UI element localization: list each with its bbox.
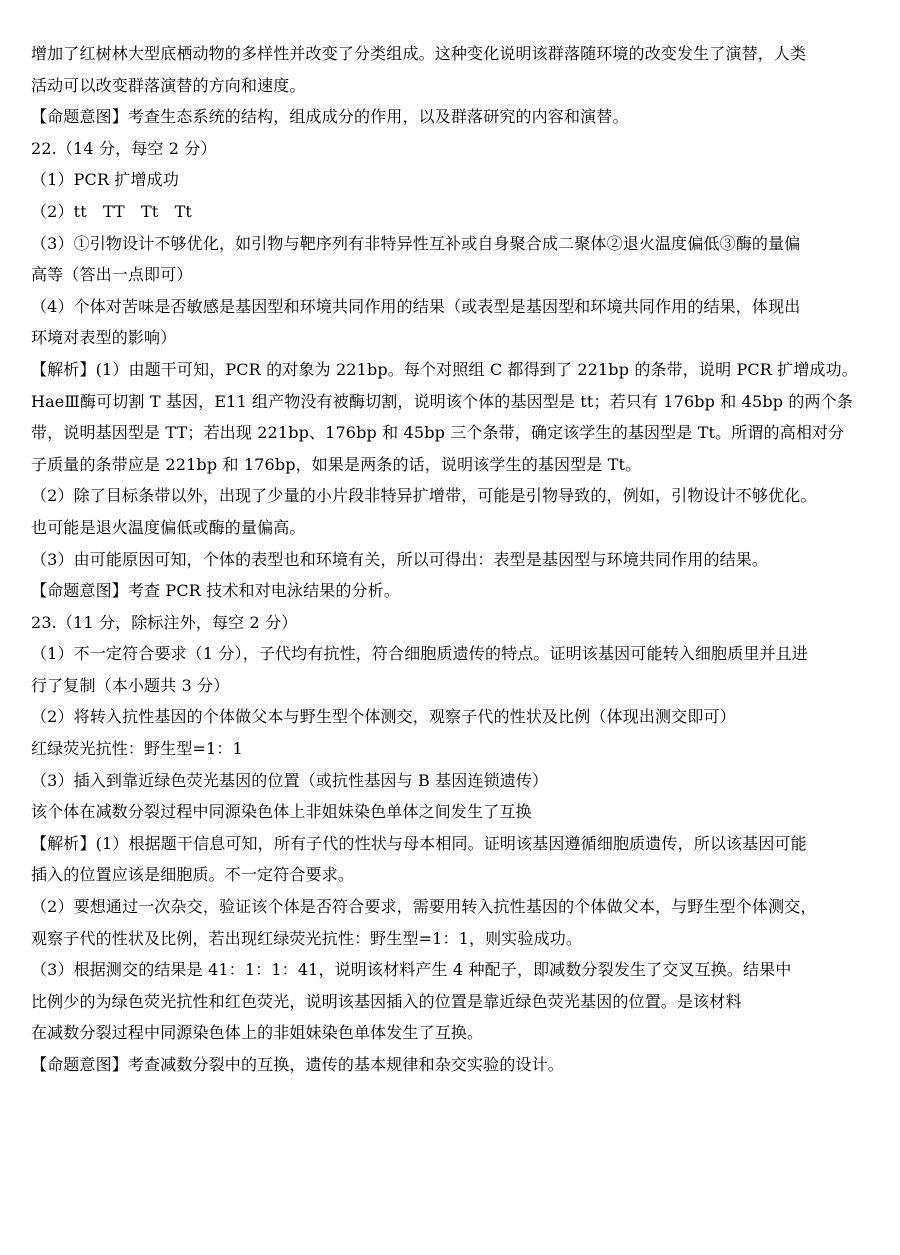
analysis-line: 子质量的条带应是 221bp 和 176bp，如果是两条的话，说明该学生的基因型是 Tt。: [31, 454, 642, 474]
answer-line: 高等（答出一点即可）: [31, 265, 193, 285]
answer-line: 行了复制（本小题共 3 分）: [31, 675, 230, 695]
analysis-line: （2）要想通过一次杂交，验证该个体是否符合要求，需要用转入抗性基因的个体做父本，与野生型个体测交，: [31, 897, 817, 917]
answer-line: （1）不一定符合要求（1 分），子代均有抗性，符合细胞质遗传的特点。证明该基因可能转入细胞质里并且进: [31, 644, 808, 664]
analysis-line: （3）根据测交的结果是 41：1：1：41，说明该材料产生 4 种配子，即减数分裂发生了交叉互换。结果中: [31, 960, 792, 980]
intent-note: 【命题意图】考查生态系统的结构，组成成分的作用，以及群落研究的内容和演替。: [31, 107, 629, 127]
answer-line: （3）①引物设计不够优化，如引物与靶序列有非特异性互补或自身聚合成二聚体②退火温度偏低③酶的量偏: [31, 233, 801, 253]
analysis-line: HaeⅢ酶可切割 T 基因，E11 组产物没有被酶切割，说明该个体的基因型是 tt；若只有 176bp 和 45bp 的两个条: [31, 391, 853, 411]
answer-line: 该个体在减数分裂过程中同源染色体上非姐妹染色单体之间发生了互换: [31, 802, 532, 822]
question-22-heading: 22.（14 分，每空 2 分）: [31, 138, 217, 158]
answer-line: 环境对表型的影响）: [31, 328, 177, 348]
analysis-line: 带，说明基因型是 TT；若出现 221bp、176bp 和 45bp 三个条带，确定该学生的基因型是 Tt。所谓的高相对分: [31, 423, 845, 443]
analysis-line: （3）由可能原因可知，个体的表型也和环境有关，所以可得出：表型是基因型与环境共同作用的结果。: [31, 549, 769, 569]
answer-line: （2）tt TT Tt Tt: [31, 201, 192, 221]
analysis-line: （2）除了目标条带以外，出现了少量的小片段非特异扩增带，可能是引物导致的，例如，引物设计不够优化。: [31, 486, 817, 506]
intent-note: 【命题意图】考查 PCR 技术和对电泳结果的分析。: [31, 581, 400, 601]
answer-line: （2）将转入抗性基因的个体做父本与野生型个体测交，观察子代的性状及比例（体现出测交即可）: [31, 707, 736, 727]
answer-line: （1）PCR 扩增成功: [31, 170, 179, 190]
question-23-heading: 23.（11 分，除标注外，每空 2 分）: [31, 612, 298, 632]
analysis-line: 【解析】(1）根据题干信息可知，所有子代的性状与母本相同。证明该基因遵循细胞质遗传，所以该基因可能: [31, 833, 807, 853]
answer-line: （4）个体对苦味是否敏感是基因型和环境共同作用的结果（或表型是基因型和环境共同作用的结果，体现出: [31, 296, 801, 316]
document-body: [31, 38, 883, 1081]
answer-line: （3）插入到靠近绿色荧光基因的位置（或抗性基因与 B 基因连锁遗传）: [31, 770, 549, 790]
intent-note: 【命题意图】考查减数分裂中的互换，遗传的基本规律和杂交实验的设计。: [31, 1055, 564, 1074]
analysis-line: 在减数分裂过程中同源染色体上的非姐妹染色单体发生了互换。: [31, 1023, 484, 1043]
analysis-line: 也可能是退火温度偏低或酶的量偏高。: [31, 517, 306, 537]
analysis-line: 插入的位置应该是细胞质。不一定符合要求。: [31, 865, 355, 885]
analysis-line: 观察子代的性状及比例，若出现红绿荧光抗性：野生型=1：1，则实验成功。: [31, 928, 583, 948]
analysis-line: 【解析】(1）由题干可知，PCR 的对象为 221bp。每个对照组 C 都得到了 221bp 的条带，说明 PCR 扩增成功。: [31, 359, 858, 379]
text-line: 增加了红树林大型底栖动物的多样性并改变了分类组成。这种变化说明该群落随环境的改变发生了演替，人类: [31, 44, 807, 63]
answer-line: 红绿荧光抗性：野生型=1：1: [31, 739, 243, 759]
analysis-line: 比例少的为绿色荧光抗性和红色荧光，说明该基因插入的位置是靠近绿色荧光基因的位置。是该材料: [31, 991, 742, 1011]
text-line: 活动可以改变群落演替的方向和速度。: [31, 75, 306, 95]
